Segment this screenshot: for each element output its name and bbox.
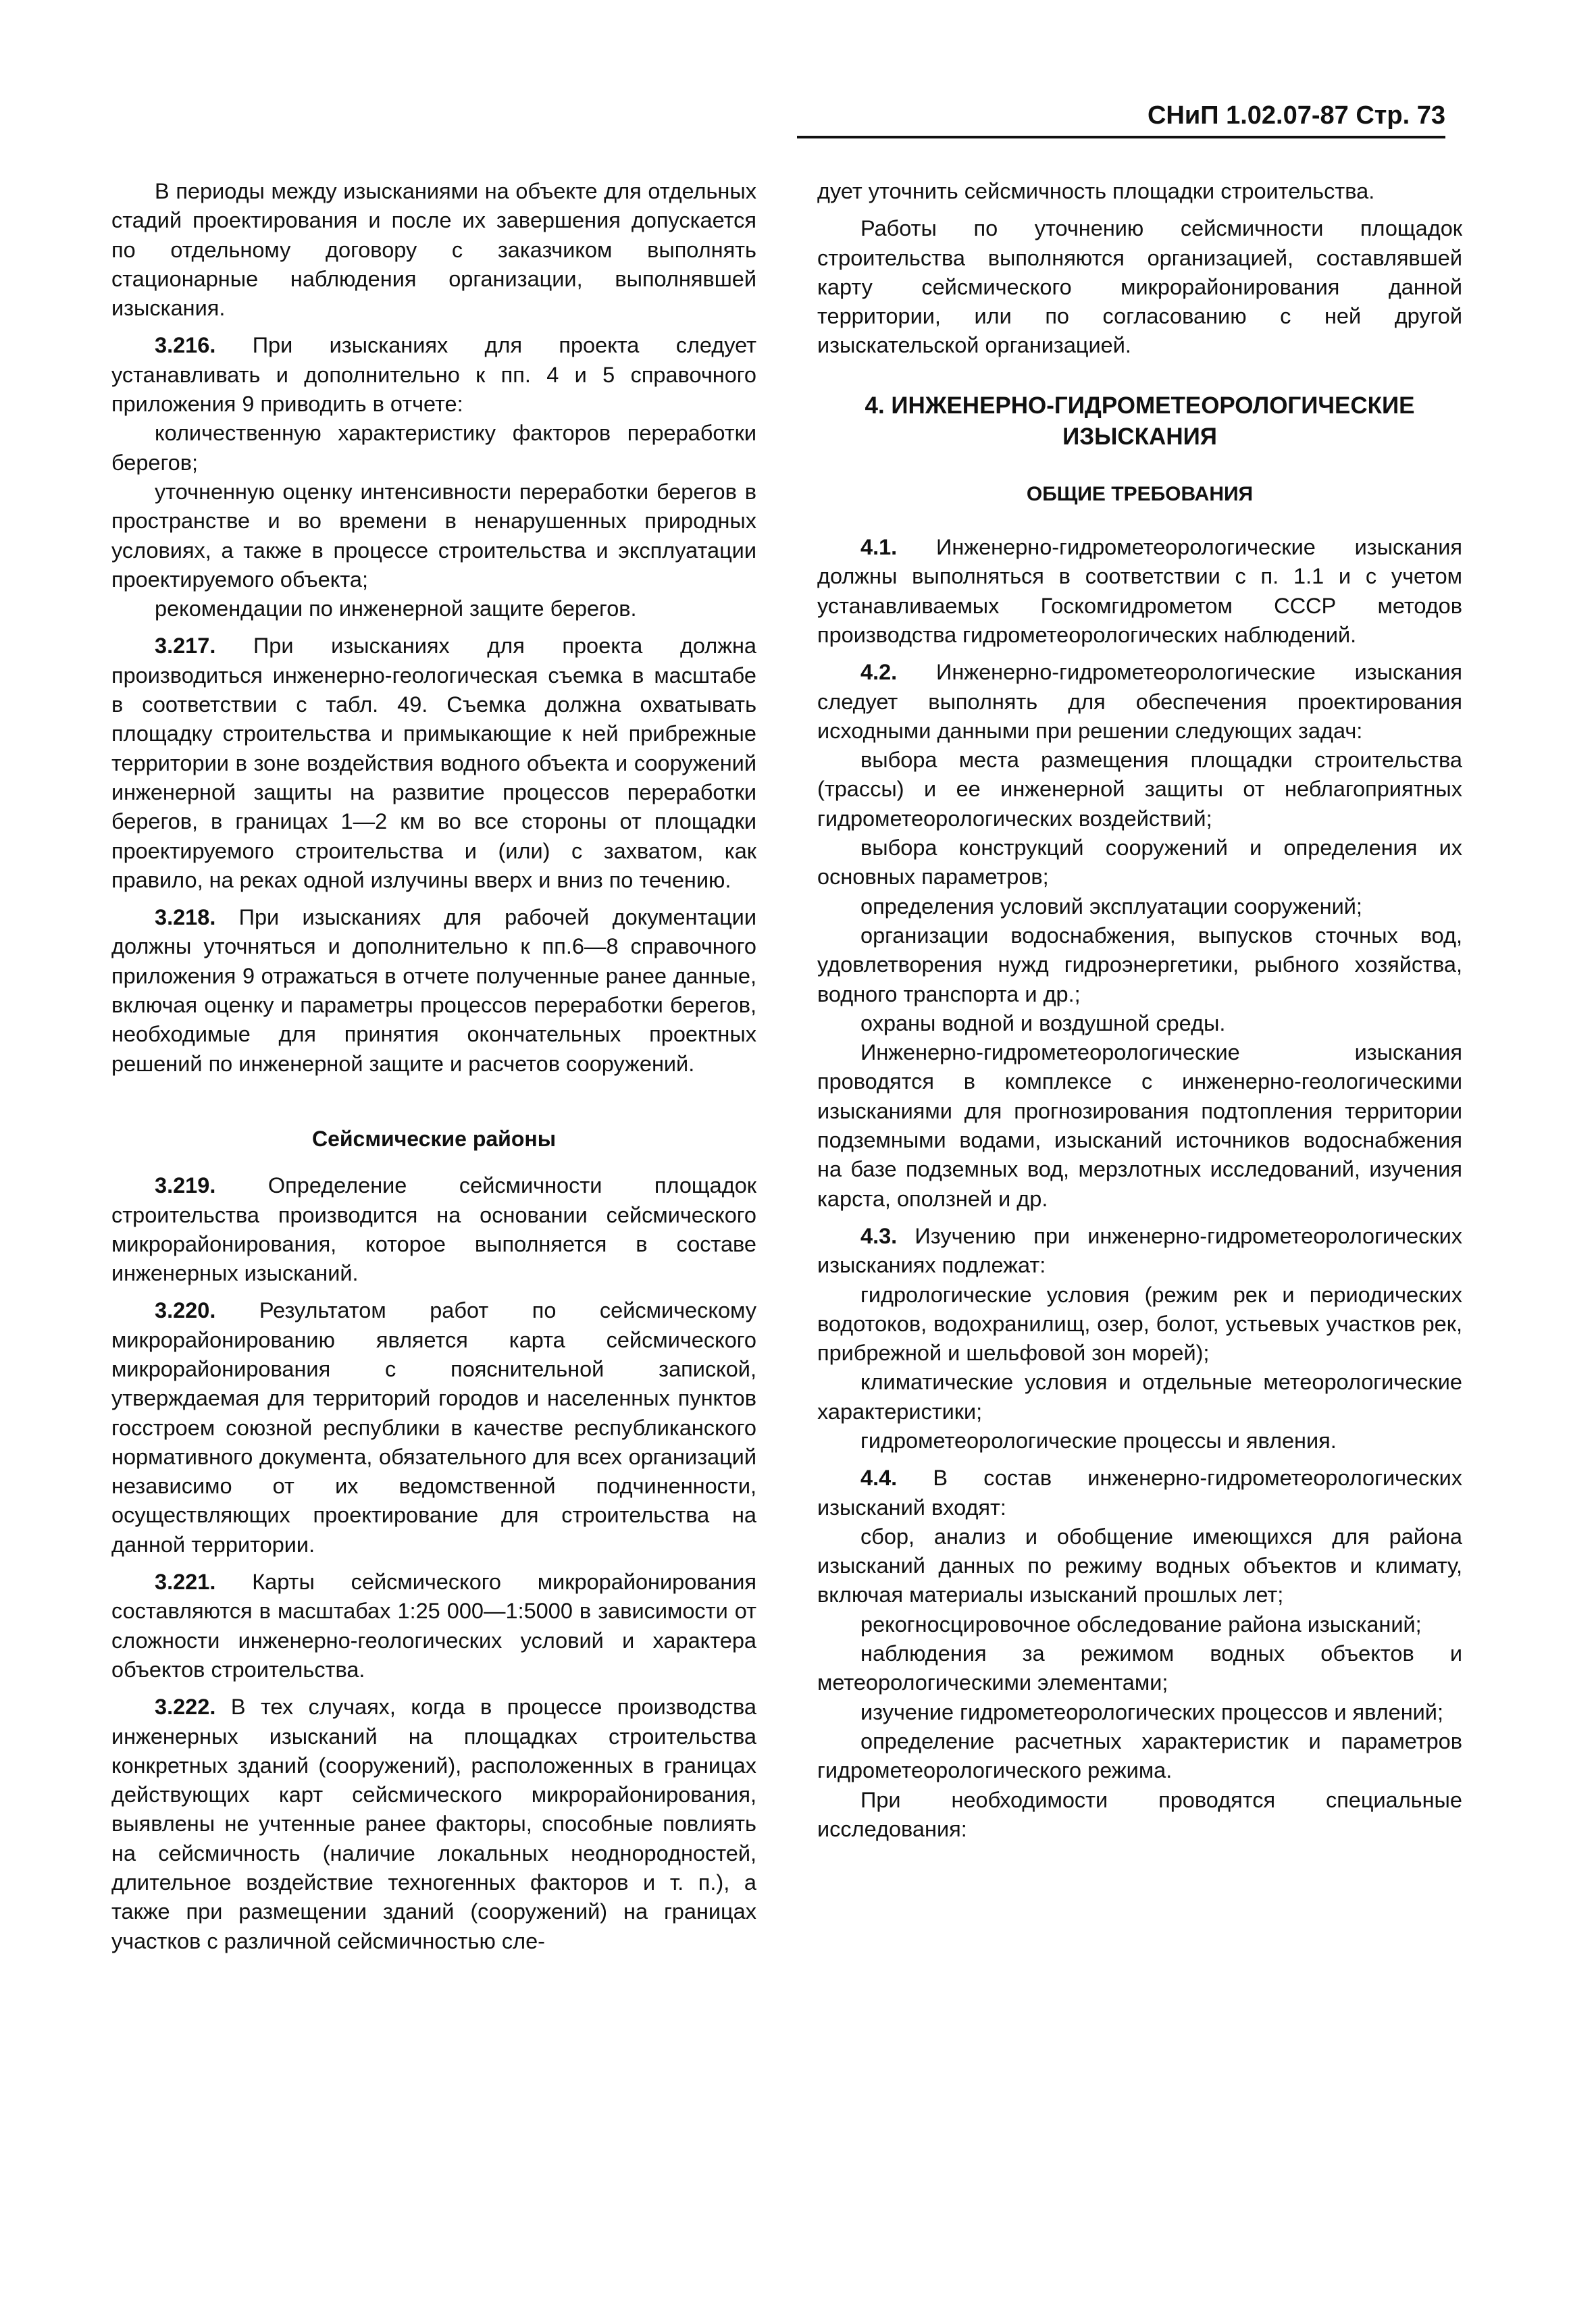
intro-paragraph: В периоды между изысканиями на объекте для отдельных стадий проектирования и после их завершения допускается по отдельному договору с заказчиком выполнять стационарные наблюдения организации, выполнявшей изыскания. [111,179,756,321]
list-item: наблюдения за режимом водных объектов и метеорологическими элементами; [817,1641,1462,1695]
clause-4-1 [817,533,1462,650]
clause-text: Инженерно-гидрометеорологические изыскания следует выполнять для обеспечения проектирования исходными данными при решении следующих задач: [817,660,1462,743]
list-item: организации водоснабжения, выпусков сточных вод, удовлетворения нужд гидроэнергетики, рыбного хозяйства, водного транспорта и др.; [817,923,1462,1006]
list-item: рекомендации по инженерной защите берегов. [155,596,637,621]
clause-number: 3.220. [155,1298,216,1323]
list-item: сбор, анализ и обобщение имеющихся для района изысканий данных по режиму водных объектов и климату, включая материалы изысканий прошлых лет; [817,1524,1462,1608]
list-item: количественную характеристику факторов переработки берегов; [111,421,756,475]
list-item: выбора места размещения площадки строительства (трассы) и ее инженерной защиты от неблагоприятных гидрометеорологических воздействий; [817,748,1462,831]
works-paragraph: Работы по уточнению сейсмичности площадок строительства выполняются организацией, составлявшей карту сейсмического микрорайонирования данной территории, или по согласованию с ней другой изыскательской организацией. [817,216,1462,358]
clause-number: 4.3. [860,1223,898,1248]
clause-number: 3.216. [155,333,216,358]
clause-text: В состав инженерно-гидрометеорологических изысканий входят: [817,1466,1463,1520]
clause-number: 3.221. [155,1570,216,1595]
clause-number: 3.218. [155,905,216,930]
list-item: определения условий эксплуатации сооружений; [860,894,1362,919]
clause-3-220 [111,1296,756,1560]
clause-number: 4.4. [860,1466,898,1491]
clause-3-222 [111,1693,756,1956]
clause-number: 4.2. [860,660,898,685]
seismic-regions-heading: Сейсмические районы [311,1126,557,1151]
clause-4-3 [817,1222,1462,1281]
section-title: 4. ИНЖЕНЕРНО-ГИДРОМЕТЕОРОЛОГИЧЕСКИЕ ИЗЫСКАНИЯ [865,392,1415,450]
left-column [111,177,756,1956]
clause-number: 3.219. [155,1173,216,1198]
list-item: гидрометеорологические процессы и явления. [860,1428,1337,1453]
clause-text: При изысканиях для проекта следует устанавливать и дополнительно к пп. 4 и 5 справочного приложения 9 приводить в отчете: [111,333,757,417]
clause-text: При изысканиях для рабочей документации должны уточняться и дополнительно к пп.6—8 справочного приложения 9 отражаться в отчете полученные ранее данные, включая оценку и параметры процессов переработки берегов, необходимые для принятия окончательных проектных решений по инженерной защите и расчетов сооружений. [111,905,756,1076]
clause-number: 3.217. [155,634,216,659]
clause-text: Инженерно-гидрометеорологические изыскания должны выполняться в соответствии с п. 1.1 и с учетом устанавливаемых Госкомгидрометом СССР методов производства гидрометеорологических наблюдений. [817,535,1462,647]
list-item: охраны водной и воздушной среды. [860,1010,1226,1035]
list-item: климатические условия и отдельные метеорологические характеристики; [817,1370,1462,1424]
clause-3-219 [111,1171,756,1288]
list-item: определение расчетных характеристик и параметров гидрометеорологического режима. [817,1728,1462,1783]
clause-4-2 [817,658,1462,746]
clause-text: В тех случаях, когда в процессе производства инженерных изысканий на площадках строительства конкретных зданий (сооружений), расположенных в границах действующих карт сейсмического микрорайонирования, выявлены не учтенные ранее факторы, способные повлиять на сейсмичность (наличие локальных неоднородностей, длительное воздействие техногенных факторов и т. п.), а также при размещении зданий (сооружений) на границах участков с различной сейсмичностью сле- [111,1695,757,1953]
list-item: изучение гидрометеорологических процессов и явлений; [860,1699,1443,1724]
paragraph: При необходимости проводятся специальные исследования: [817,1787,1462,1841]
clause-number: 3.222. [155,1695,216,1720]
list-item: уточненную оценку интенсивности переработки берегов в пространстве и во времени в ненарушенных природных условиях, а также в процессе строительства и эксплуатации проектируемого объекта; [111,479,756,592]
clause-3-216 [111,331,756,419]
clause-text: Карты сейсмического микрорайонирования составляются в масштабах 1:25 000—1:5000 в зависимости от сложности инженерно-геологических условий и характера объектов строительства. [111,1570,756,1682]
clause-number: 4.1. [860,535,898,560]
subsection-title: ОБЩИЕ ТРЕБОВАНИЯ [1026,482,1254,505]
clause-4-4 [817,1464,1462,1522]
clause-text: При изысканиях для проекта должна производиться инженерно-геологическая съемка в масштабе в соответствии с табл. 49. Съемка должна охватывать площадку строительства и примыкающие к ней прибрежные территории в зоне воздействия водного объекта и сооружений инженерной защиты на развитие процессов переработки берегов, в границах 1—2 км во все стороны от площадки проектируемого строительства и (или) с захватом, как правило, на реках одной излучины вверх и вниз по течению. [111,634,756,892]
clause-text: Изучению при инженерно-гидрометеорологических изысканиях подлежат: [817,1223,1462,1278]
continuation-paragraph: дует уточнить сейсмичность площадки строительства. [817,179,1375,203]
page-header: СНиП 1.02.07-87 Стр. 73 [797,101,1445,138]
right-column [817,177,1462,1844]
clause-text: Определение сейсмичности площадок строительства производится на основании сейсмического микрорайонирования, которое выполняется в составе инженерных изысканий. [111,1173,756,1286]
clause-3-221 [111,1568,756,1685]
list-item: гидрологические условия (режим рек и периодических водотоков, водохранилищ, озер, болот, устьевых участков рек, прибрежной и шельфовой зон морей); [817,1282,1462,1366]
list-item: рекогносцировочное обследование района изысканий; [860,1612,1422,1637]
clause-3-218 [111,903,756,1079]
clause-text: Результатом работ по сейсмическому микрорайонированию является карта сейсмического микрорайонирования с пояснительной запиской, утверждаемая для территорий городов и населенных пунктов госстроем союзной республики в качестве республиканского нормативного документа, обязательного для всех организаций независимо от их ведомственной подчиненности, осуществляющих проектирование для строительства на данной территории. [111,1298,756,1557]
paragraph: Инженерно-гидрометеорологические изыскания проводятся в комплексе с инженерно-геологическими изысканиями для прогнозирования подтопления территории подземными водами, изысканий источников водоснабжения на базе подземных вод, мерзлотных исследований, изучения карста, оползней и др. [817,1040,1462,1211]
clause-3-217 [111,632,756,895]
list-item: выбора конструкций сооружений и определения их основных параметров; [817,835,1462,890]
